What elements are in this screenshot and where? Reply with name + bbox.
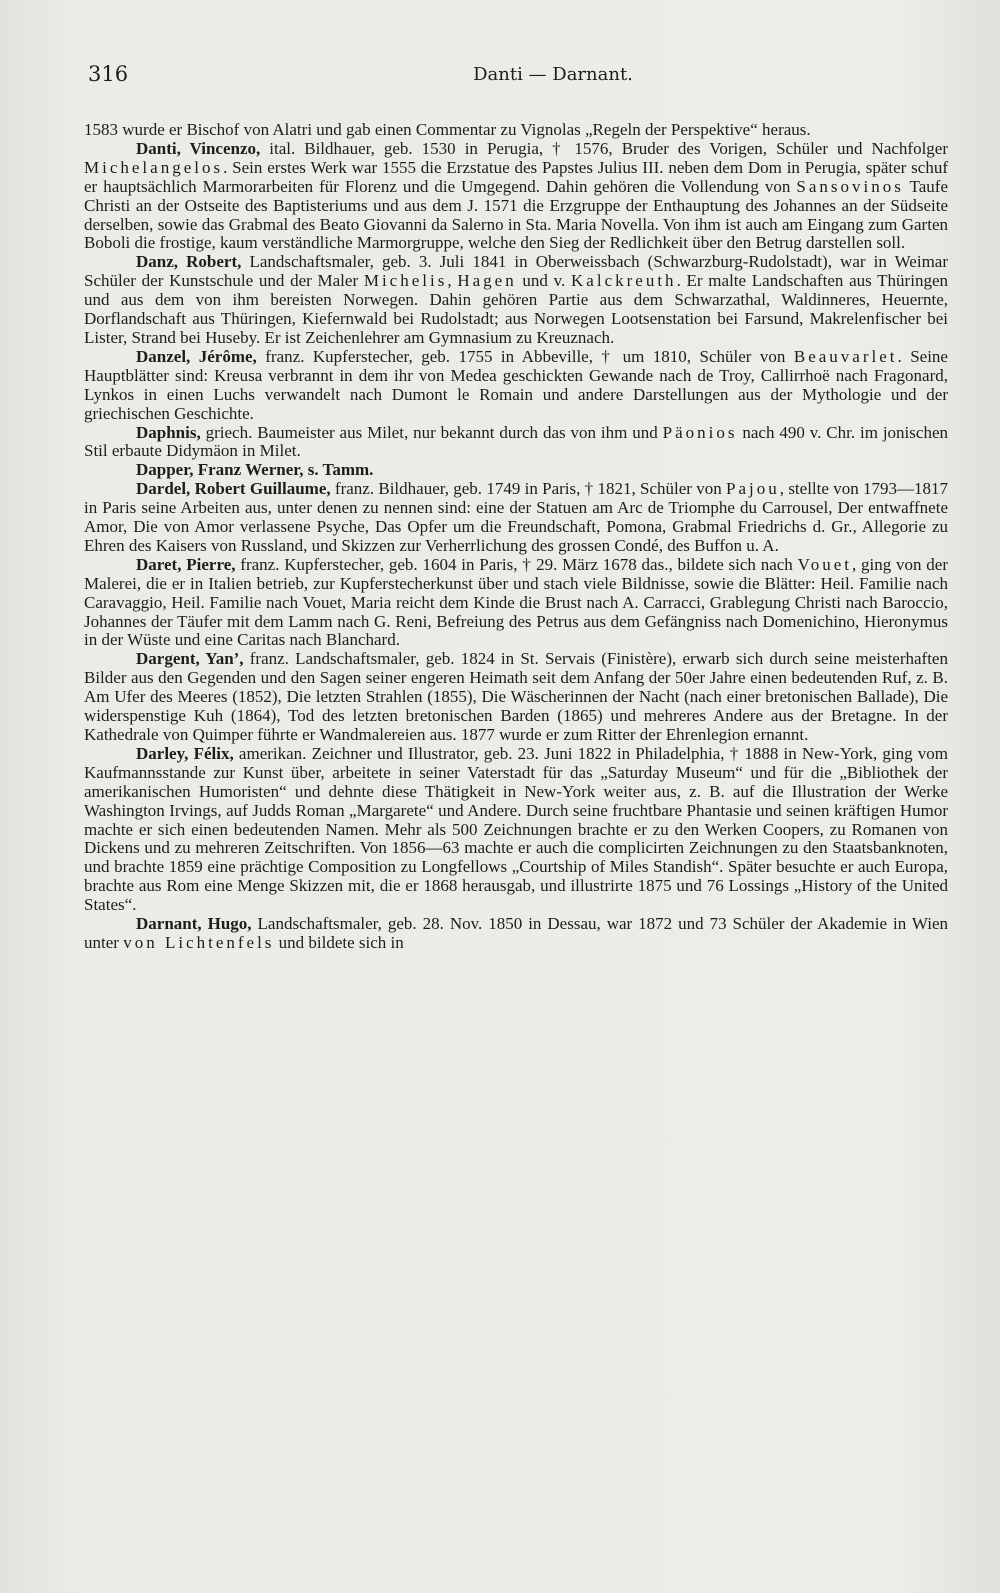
spaced-name: von Lichtenfels xyxy=(123,932,275,952)
spaced-name: Beauvarlet xyxy=(793,346,898,366)
entry-text: franz. Kupferstecher, geb. 1755 in Abbeville, † um 1810, Schüler von xyxy=(256,346,794,366)
entry-text: Landschaftsmaler, geb. 28. Nov. 1850 in Dessau, war 1872 und 73 Schüler der Akademie in Wien unter xyxy=(84,914,948,952)
dictionary-entry xyxy=(84,253,948,348)
entry-text: Taufe Christi an der Ostseite des Baptisteriums und aus dem J. 1571 die Erzgruppe der Enthauptung des Johannes an der Südseite derselben, sowie das Grabmal des Beato Giovanni da Salerno in Sta. Maria Novella. Von ihm ist auch am Eingang zum Garten Boboli die frostige, kaum verständliche Marmorgruppe, welche den Sieg der Redlichkeit über den Betrug darstellen soll. xyxy=(84,176,948,253)
entry-text: . Seine Hauptblätter sind: Kreusa verbrannt in dem ihr von Medea geschickten Gewande nach de Troy, Callirrhoë nach Fragonard, Lynkos in einen Luchs verwandelt nach Dumont le Romain und andere Darstellungen aus der Mythologie und der griechischen Geschichte. xyxy=(84,346,948,423)
dictionary-text xyxy=(84,121,948,953)
entry-text: und v. xyxy=(516,271,572,291)
dictionary-entry xyxy=(84,556,948,651)
dictionary-entry xyxy=(84,480,948,556)
entry-headword: Darnant, Hugo, xyxy=(136,914,252,934)
spaced-name: Michelis xyxy=(363,271,448,291)
entry-text: franz. Bildhauer, geb. 1749 in Paris, † 1821, Schüler von xyxy=(330,479,727,499)
entry-headword: Dardel, Robert Guillaume, xyxy=(136,479,331,499)
page-number: 316 xyxy=(88,62,129,86)
entry-headword: Dargent, Yan’, xyxy=(136,649,244,669)
entry-text: Landschaftsmaler, geb. 3. Juli 1841 in Oberweissbach (Schwarzburg-Rudolstadt), war in Weimar Schüler der Kunstschule und der Maler xyxy=(84,252,949,291)
spaced-name: Pajou xyxy=(726,479,780,499)
dictionary-entry xyxy=(84,915,948,953)
entry-headword: Daphnis, xyxy=(136,422,201,442)
dictionary-entry xyxy=(84,140,948,253)
entry-text: . Er malte Landschaften aus Thüringen und aus dem von ihm bereisten Norwegen. Dahin gehören Partie aus dem Schwarzathal, Waldinneres, Heuernte, Dorflandschaft aus Thüringen, Kiefernwald bei Rudolstadt; aus Norwegen Lootsenstation bei Farsund, Makrelenfischer bei Lister, Strand bei Huseby. Er ist Zeichenlehrer am Gymnasium zu Kreuznach. xyxy=(84,271,948,347)
entry-text: und bildete sich in xyxy=(274,932,404,952)
spaced-name: Sansovinos xyxy=(796,176,904,196)
spaced-name: Hagen xyxy=(457,271,517,291)
spaced-name: Vouet xyxy=(797,554,852,574)
entry-headword: Danti, Vincenzo, xyxy=(136,138,261,158)
entry-text: , xyxy=(447,271,458,291)
dictionary-entry xyxy=(84,461,948,480)
entry-text: griech. Baumeister aus Milet, nur bekannt durch das von ihm und xyxy=(200,422,663,442)
entry-text: franz. Landschaftsmaler, geb. 1824 in St. Servais (Finistère), erwarb sich durch seine meisterhaften Bilder aus den Gegenden und den Sagen seiner engeren Heimath seit dem Anfang der 50er Jahre einen bedeutenden Ruf, z. B. Am Ufer des Meeres (1852), Die letzten Strahlen (1855), Die Wäscherinnen der Nacht (nach einer bretonischen Ballade), Die widerspenstige Kuh (1864), Tod des letzten bretonischen Barden (1865) und mehreres Andere aus der Bretagne. In der Kathedrale von Quimper führte er Wandmalereien aus. 1877 wurde er zum Ritter der Ehrenlegion ernannt. xyxy=(84,649,948,744)
dictionary-entry xyxy=(84,745,948,915)
dictionary-entry xyxy=(84,650,948,745)
entry-text: amerikan. Zeichner und Illustrator, geb. 23. Juni 1822 in Philadelphia, † 1888 in New-York, ging vom Kaufmannsstande zur Kunst über, arbeitete in seiner Vaterstadt für das „Saturday Museum“ und für die „Bibliothek der amerikanischen Humoristen“ und dehnte diese Thätigkeit in New-York weiter aus, z. B. auf die Illustration der Werke Washington Irvings, auf Judds Roman „Margarete“ und Andere. Durch seine fruchtbare Phantasie und seinen kräftigen Humor machte er sich einen bedeutenden Namen. Mehr als 500 Zeichnungen brachte er zu den Werken Coopers, zu Romanen von Dickens und zu mehreren Zeitschriften. Von 1856—63 machte er auch die complicirten Zeichnungen zu den Staatsbanknoten, und brachte 1859 eine prächtige Composition zu Longfellows „Courtship of Miles Standish“. Später besuchte er auch Europa, brachte aus Rom eine Menge Skizzen mit, die er 1868 herausgab, und illustrirte 1875 und 76 Lossings „History of the United States“. xyxy=(84,743,949,915)
entry-text: . Sein erstes Werk war 1555 die Erzstatue des Papstes Julius III. neben dem Dom in Perugia, später schuf er hauptsächlich Marmorarbeiten für Florenz und die Umgegend. Dahin gehören die Vollendung von xyxy=(84,157,948,196)
entry-text: nach 490 v. Chr. im jonischen Stil erbaute Didymäon in Milet. xyxy=(84,422,948,461)
entry-headword: Dapper, Franz Werner, s. Tamm. xyxy=(136,460,374,480)
entry-headword: Danz, Robert, xyxy=(136,252,242,272)
entry-headword: Darley, Félix, xyxy=(136,743,234,763)
dictionary-entry xyxy=(84,348,948,424)
dictionary-entry xyxy=(84,424,948,462)
entry-text: , ging von der Malerei, die er in Italien betrieb, zur Kupferstecherkunst über und stach viele Bildnisse, sowie die Blätter: Heil. Familie nach Caravaggio, Heil. Familie nach Vouet, Maria reicht dem Kinde die Brust nach A. Carracci, Grablegung Christi nach Baroccio, Johannes der Täufer mit dem Lamm nach G. Reni, Befreiung des Petrus aus dem Gefängniss nach Domenichino, Hieronymus in der Wüste und eine Caritas nach Blanchard. xyxy=(84,554,949,650)
spaced-name: Päonios xyxy=(662,422,738,442)
entry-text: franz. Kupferstecher, geb. 1604 in Paris, † 29. März 1678 das., bildete sich nach xyxy=(235,554,798,574)
entry-headword: Daret, Pierre, xyxy=(136,554,236,574)
entry-text: , stellte von 1793—1817 in Paris seine Arbeiten aus, unter denen zu nennen sind: eine der Statuen am Arc de Triomphe du Carrousel, Der entwaffnete Amor, Die von Amor verlassene Psyche, Das Opfer um die Freundschaft, Pomona, Grabmal Friedrichs d. Gr., Allegorie zu Ehren des Kaisers von Russland, und Skizzen zur Verherrlichung des grossen Condé, des Buffon u. A. xyxy=(84,479,948,555)
entry-text: ital. Bildhauer, geb. 1530 in Perugia, † 1576, Bruder des Vorigen, Schüler und Nachfolger xyxy=(260,138,948,158)
page-header xyxy=(88,62,948,94)
entry-headword: Danzel, Jérôme, xyxy=(136,346,257,366)
running-head: Danti — Darnant. xyxy=(473,64,633,85)
spaced-name: Michelangelos xyxy=(84,157,224,177)
spaced-name: Kalckreuth xyxy=(571,271,677,291)
continuation-paragraph: 1583 wurde er Bischof von Alatri und gab einen Commentar zu Vignolas „Regeln der Perspektive“ heraus. xyxy=(84,120,811,139)
